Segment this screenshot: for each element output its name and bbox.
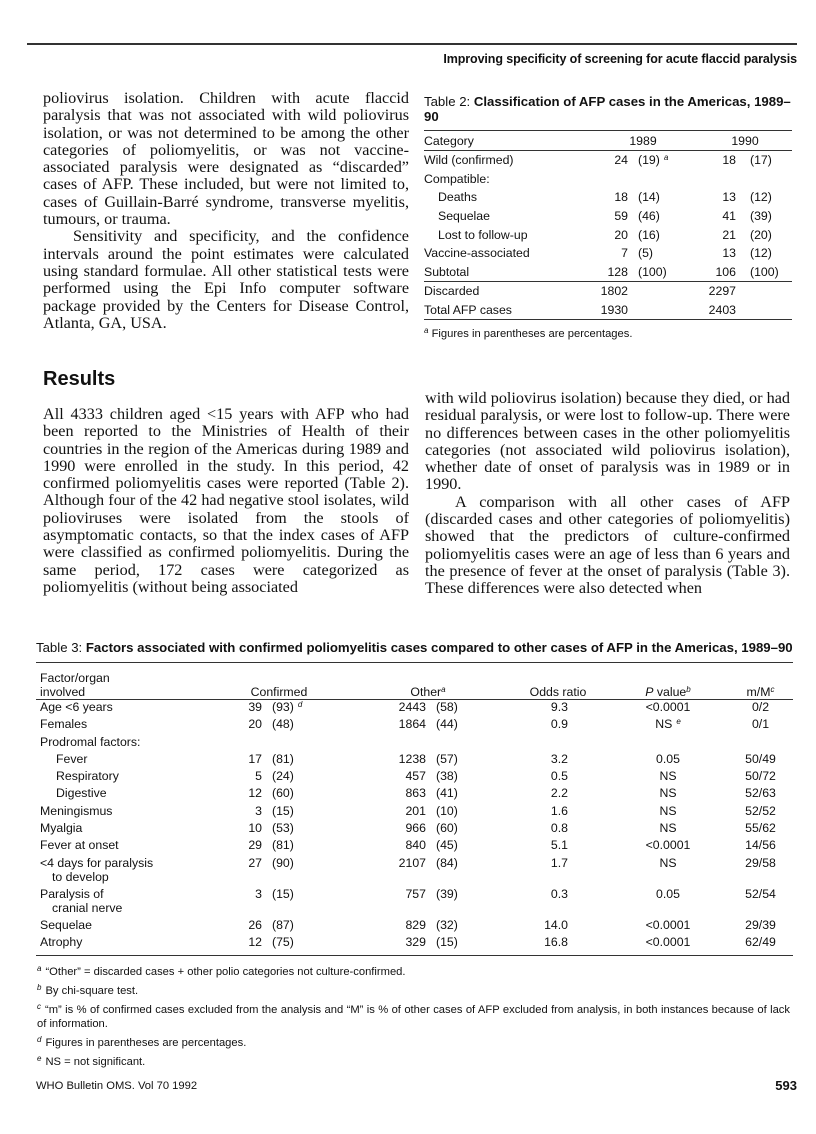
table-3-caption bbox=[36, 640, 793, 655]
footnote-mark: b bbox=[37, 983, 42, 992]
odds-ratio-cell: 2.2 bbox=[550, 786, 568, 801]
confirmed-count-cell: 20 bbox=[248, 717, 262, 732]
other-pct-cell: (32) bbox=[436, 917, 458, 932]
n-1990-cell: 2297 bbox=[698, 282, 736, 301]
results-heading: Results bbox=[43, 368, 116, 390]
confirmed-count-cell: 5 bbox=[255, 769, 262, 784]
table-row bbox=[36, 821, 793, 838]
table-row bbox=[36, 717, 793, 734]
other-pct-cell: (60) bbox=[436, 821, 458, 836]
other-pct-cell: (41) bbox=[436, 786, 458, 801]
n-1989-cell: 20 bbox=[614, 227, 628, 242]
confirmed-pct-cell: (15) bbox=[272, 803, 294, 818]
m-over-m-cell: 50/49 bbox=[745, 751, 776, 766]
other-pct-cell: (39) bbox=[436, 886, 458, 901]
table-row bbox=[36, 804, 793, 821]
column-header-1989: 1989 bbox=[588, 131, 698, 151]
page-number: 593 bbox=[775, 1078, 797, 1093]
n-1990-cell: 2403 bbox=[698, 301, 736, 320]
confirmed-pct-cell: (24) bbox=[272, 769, 294, 784]
confirmed-pct-cell: (53) bbox=[272, 821, 294, 836]
body-paragraph: Sensitivity and specificity, and the confidence intervals around the point estimates were calculated using standard formulae. All other statistical tests were performed using the Epi Info computer software package provided by the Centers for Disease Control, Atlanta, GA, USA. bbox=[43, 227, 409, 332]
confirmed-count-cell: 26 bbox=[248, 917, 262, 932]
confirmed-pct-cell: (60) bbox=[272, 786, 294, 801]
running-title: Improving specificity of screening for acute flaccid paralysis bbox=[443, 52, 797, 66]
n-1989-cell: 59 bbox=[614, 209, 628, 224]
table-3-footnote bbox=[37, 1000, 790, 1031]
table-row bbox=[36, 769, 793, 786]
table-3-footnote bbox=[37, 1052, 790, 1069]
top-rule bbox=[27, 43, 797, 45]
table-row bbox=[36, 752, 793, 769]
n-1989-cell: 128 bbox=[607, 264, 628, 279]
factor-cell: Females bbox=[40, 717, 88, 732]
pct-1990-cell: (12) bbox=[750, 246, 772, 261]
footnote-mark: d bbox=[37, 1035, 42, 1044]
n-1990-cell: 21 bbox=[722, 227, 736, 242]
pct-1990-cell: (39) bbox=[750, 209, 772, 224]
pct-1989-cell: (100) bbox=[638, 264, 667, 279]
n-1989-cell: 24 bbox=[614, 153, 628, 168]
m-over-m-cell: 52/54 bbox=[745, 886, 776, 901]
other-count-cell: 757 bbox=[405, 886, 426, 901]
other-pct-cell bbox=[426, 735, 508, 752]
confirmed-pct-cell bbox=[262, 735, 348, 752]
pct-1990-cell: (100) bbox=[750, 264, 779, 279]
table-header-row bbox=[36, 663, 793, 700]
odds-ratio-cell: 1.6 bbox=[550, 803, 568, 818]
category-cell: Compatible: bbox=[424, 171, 490, 186]
factor-cell: Respiratory bbox=[56, 769, 119, 784]
column-header-odds-ratio: Odds ratio bbox=[508, 663, 608, 700]
other-count-cell: 2443 bbox=[398, 700, 426, 714]
body-paragraph: All 4333 children aged <15 years with AFP who had been reported to the Ministries of Health of their countries in the region of the Americas during 1989 and 1990 were enrolled in the study. In this period, 42 confirmed poliomyelitis cases were reported (Table 2). Although four of the 42 had negative stool isolates, wild polioviruses were isolated from the stools of asymptomatic contacts, so that the index cases of AFP were classified as confirmed poliomyelitis. During the same period, 172 cases were categorized as poliomyelitis (without being associated bbox=[43, 405, 409, 596]
category-cell: Total AFP cases bbox=[424, 301, 588, 320]
confirmed-pct-cell: (93) $^d$ bbox=[272, 700, 303, 714]
n-1989-cell: 1930 bbox=[588, 301, 628, 320]
other-pct-cell: (84) bbox=[436, 855, 458, 870]
footnote-mark: a bbox=[37, 964, 42, 973]
other-count-cell: 2107 bbox=[398, 855, 426, 870]
factor-cell: Age <6 years bbox=[40, 700, 113, 714]
table-3-label: Table 3: bbox=[36, 640, 86, 655]
m-over-m-cell: 29/58 bbox=[745, 855, 776, 870]
n-1990-cell: 13 bbox=[722, 190, 736, 205]
category-cell: Sequelae bbox=[438, 209, 490, 224]
p-value-cell: <0.0001 bbox=[645, 838, 691, 853]
p-value-cell: 0.05 bbox=[656, 886, 680, 901]
pct-1990-cell bbox=[736, 282, 792, 301]
category-cell: Lost to follow-up bbox=[438, 227, 528, 242]
footnote-mark: a bbox=[424, 326, 429, 336]
pct-1989-cell bbox=[628, 170, 698, 189]
pct-1989-cell bbox=[628, 282, 698, 301]
pct-1990-cell bbox=[736, 170, 792, 189]
m-over-m-cell: 14/56 bbox=[745, 838, 776, 853]
table-2 bbox=[424, 94, 792, 341]
other-pct-cell: (10) bbox=[436, 803, 458, 818]
odds-ratio-cell: 3.2 bbox=[550, 751, 568, 766]
other-count-cell: 1864 bbox=[398, 717, 426, 732]
m-over-m-cell: 29/39 bbox=[745, 917, 776, 932]
n-1990-cell: 106 bbox=[715, 264, 736, 279]
other-pct-cell: (57) bbox=[436, 751, 458, 766]
confirmed-count-cell: 39 bbox=[248, 700, 262, 714]
factor-cell: Myalgia bbox=[40, 821, 83, 836]
left-column-top bbox=[43, 90, 409, 332]
odds-ratio-cell: 16.8 bbox=[508, 935, 608, 956]
confirmed-count-cell: 3 bbox=[255, 886, 262, 901]
other-count-cell bbox=[348, 735, 426, 752]
factor-cell: Meningismus bbox=[40, 803, 113, 818]
footnote-mark: a bbox=[663, 153, 669, 163]
other-pct-cell: (44) bbox=[436, 717, 458, 732]
confirmed-pct-cell: (81) bbox=[272, 751, 294, 766]
pct-1989-cell: (46) bbox=[638, 209, 660, 224]
category-cell: Discarded bbox=[424, 282, 588, 301]
pct-1990-cell: (12) bbox=[750, 190, 772, 205]
table-3-footnote bbox=[37, 962, 790, 979]
table-3-footnote bbox=[37, 981, 790, 998]
table-row bbox=[424, 188, 792, 207]
category-cell: Deaths bbox=[438, 190, 477, 205]
pct-1989-cell: (14) bbox=[638, 190, 660, 205]
footnote-mark: c bbox=[37, 1002, 41, 1011]
other-pct-cell: (45) bbox=[436, 838, 458, 853]
table-header-row bbox=[424, 131, 792, 151]
table-2-caption bbox=[424, 94, 792, 124]
p-value-cell: <0.0001 bbox=[645, 917, 691, 932]
footnote-text: “Other” = discarded cases + other polio categories not culture-confirmed. bbox=[45, 966, 406, 978]
n-1989-cell: 7 bbox=[621, 246, 628, 261]
other-count-cell: 966 bbox=[405, 821, 426, 836]
table-row bbox=[36, 856, 793, 887]
journal-citation: WHO Bulletin OMS. Vol 70 1992 bbox=[36, 1080, 198, 1092]
factor-cell: Fever at onset bbox=[40, 838, 119, 853]
right-column-bottom bbox=[425, 390, 790, 598]
table-2-title: Classification of AFP cases in the Americas, 1989–90 bbox=[424, 94, 791, 124]
confirmed-count-cell: 12 bbox=[210, 935, 262, 956]
table-row bbox=[36, 918, 793, 935]
table-row bbox=[36, 786, 793, 803]
table-row bbox=[424, 301, 792, 320]
pct-1989-cell: (5) bbox=[638, 246, 654, 261]
table-3-title: Factors associated with confirmed poliomyelitis cases compared to other cases of AFP in the Americas, 1989–90 bbox=[85, 640, 793, 655]
n-1990-cell: 41 bbox=[722, 209, 736, 224]
table-row bbox=[36, 700, 793, 718]
footnote-text: NS = not significant. bbox=[45, 1056, 146, 1068]
pct-1989-cell bbox=[628, 301, 698, 320]
odds-ratio-cell: 0.9 bbox=[550, 717, 568, 732]
table-3-footnote bbox=[37, 1033, 790, 1050]
other-count-cell: 457 bbox=[405, 769, 426, 784]
factor-cell: Sequelae bbox=[40, 917, 92, 932]
factor-cell: <4 days for paralysis to develop bbox=[40, 855, 154, 884]
column-header-p-value: P value$^b$ bbox=[608, 663, 728, 700]
m-over-m-cell: 0/1 bbox=[751, 717, 770, 732]
p-value-cell: <0.0001 bbox=[645, 700, 691, 714]
table-3-grid bbox=[36, 662, 793, 956]
odds-ratio-cell: 5.1 bbox=[550, 838, 568, 853]
n-1989-cell bbox=[588, 170, 628, 189]
odds-ratio-cell: 0.5 bbox=[550, 769, 568, 784]
footnote-mark: e bbox=[676, 717, 681, 727]
table-row bbox=[36, 735, 793, 752]
n-1990-cell: 13 bbox=[722, 246, 736, 261]
odds-ratio-cell: 0.8 bbox=[550, 821, 568, 836]
m-over-m-cell: 50/72 bbox=[745, 769, 776, 784]
column-header-confirmed: Confirmed bbox=[210, 663, 348, 700]
category-cell: Subtotal bbox=[424, 264, 470, 279]
pct-1989-cell: (19) $^a$ bbox=[638, 153, 669, 168]
table-3-footnotes bbox=[37, 962, 790, 1071]
column-header-other: Other$^a$ bbox=[348, 663, 508, 700]
body-paragraph: A comparison with all other cases of AFP (discarded cases and other categories of poliomyelitis) showed that the predictors of culture-confirmed poliomyelitis cases were an age of less than 6 years and the presence of fever at the onset of paralysis (Table 3). These differences were also detected when bbox=[425, 492, 790, 598]
footnote-text: “m” is % of confirmed cases excluded from the analysis and “M” is % of other cases of AFP excluded from analysis, in both instances because of lack of information. bbox=[37, 1004, 790, 1030]
other-count-cell: 840 bbox=[405, 838, 426, 853]
odds-ratio-cell: 9.3 bbox=[550, 700, 568, 714]
footnote-text: Figures in parentheses are percentages. bbox=[45, 1037, 247, 1049]
odds-ratio-cell: 14.0 bbox=[544, 917, 568, 932]
table-row bbox=[36, 935, 793, 956]
body-paragraph: with wild poliovirus isolation) because they died, or had residual paralysis, or were lost to follow-up. There were no differences between cases in the other poliomyelitis categories (not associated wild poliovirus isolation), whether date of onset of paralysis was in 1989 or in 1990. bbox=[425, 389, 790, 494]
table-row bbox=[424, 244, 792, 263]
table-row bbox=[424, 207, 792, 226]
column-header-1990: 1990 bbox=[698, 131, 792, 151]
confirmed-pct-cell: (87) bbox=[272, 917, 294, 932]
left-column-bottom bbox=[43, 406, 409, 596]
table-2-grid bbox=[424, 130, 792, 320]
footnote-text: By chi-square test. bbox=[45, 985, 139, 997]
pct-1990-cell: (20) bbox=[750, 227, 772, 242]
factor-cell: Fever bbox=[56, 751, 88, 766]
factor-cell: Prodromal factors: bbox=[40, 734, 141, 749]
m-over-m-cell: 62/49 bbox=[728, 935, 793, 956]
table-row bbox=[424, 282, 792, 301]
factor-cell: Digestive bbox=[56, 786, 107, 801]
factor-cell: Atrophy bbox=[36, 935, 210, 956]
confirmed-pct-cell: (90) bbox=[272, 855, 294, 870]
other-pct-cell: (15) bbox=[426, 935, 508, 956]
confirmed-count-cell: 29 bbox=[248, 838, 262, 853]
odds-ratio-cell: 1.7 bbox=[550, 855, 568, 870]
table-row bbox=[36, 838, 793, 855]
confirmed-count-cell: 3 bbox=[255, 803, 262, 818]
table-row bbox=[424, 151, 792, 170]
p-value-cell bbox=[608, 735, 728, 752]
m-over-m-cell: 52/52 bbox=[745, 803, 776, 818]
other-count-cell: 829 bbox=[405, 917, 426, 932]
m-over-m-cell: 0/2 bbox=[751, 700, 770, 714]
p-value-cell: 0.05 bbox=[656, 751, 680, 766]
table-row bbox=[36, 887, 793, 918]
column-header-category: Category bbox=[424, 131, 588, 151]
column-header-m-over-m: $m/M^c$ bbox=[728, 663, 793, 700]
other-count-cell: 329 bbox=[348, 935, 426, 956]
p-value-cell: NS bbox=[659, 855, 677, 870]
m-over-m-cell: 52/63 bbox=[745, 786, 776, 801]
confirmed-count-cell: 17 bbox=[248, 751, 262, 766]
table-2-footnote bbox=[424, 324, 792, 341]
n-1990-cell bbox=[698, 170, 736, 189]
odds-ratio-cell bbox=[508, 735, 608, 752]
body-paragraph: poliovirus isolation. Children with acute flaccid paralysis that was not associated with wild poliovirus isolation, or was not determined to be among the other categories of poliomyelitis, or was not vaccine-associated paralysis were designated as “discarded” cases of AFP. These included, but were not limited to, cases of Guillain-Barré syndrome, transverse myelitis, tumours, or trauma. bbox=[43, 89, 409, 229]
pct-1990-cell: (17) bbox=[750, 153, 772, 168]
table-row bbox=[424, 170, 792, 189]
confirmed-pct-cell: (15) bbox=[272, 886, 294, 901]
m-over-m-cell bbox=[728, 735, 793, 752]
p-value-cell: NS bbox=[659, 769, 677, 784]
factor-cell: Paralysis of cranial nerve bbox=[40, 886, 123, 915]
n-1989-cell: 18 bbox=[614, 190, 628, 205]
table-3 bbox=[36, 640, 793, 956]
footnote-mark: e bbox=[37, 1054, 42, 1063]
other-count-cell: 1238 bbox=[398, 751, 426, 766]
category-cell: Wild (confirmed) bbox=[424, 153, 514, 168]
confirmed-pct-cell: (75) bbox=[262, 935, 348, 956]
p-value-cell: NS bbox=[659, 803, 677, 818]
p-value-cell: <0.0001 bbox=[608, 935, 728, 956]
n-1990-cell: 18 bbox=[722, 153, 736, 168]
confirmed-count-cell: 27 bbox=[248, 855, 262, 870]
p-value-cell: NS $^e$ bbox=[655, 717, 681, 732]
pct-1990-cell bbox=[736, 301, 792, 320]
p-value-cell: NS bbox=[659, 786, 677, 801]
category-cell: Vaccine-associated bbox=[424, 246, 530, 261]
odds-ratio-cell: 0.3 bbox=[550, 886, 568, 901]
n-1989-cell: 1802 bbox=[588, 282, 628, 301]
footnote-mark: d bbox=[297, 700, 303, 709]
confirmed-count-cell: 10 bbox=[248, 821, 262, 836]
m-over-m-cell: 55/62 bbox=[745, 821, 776, 836]
other-count-cell: 863 bbox=[405, 786, 426, 801]
confirmed-count-cell bbox=[210, 735, 262, 752]
other-count-cell: 201 bbox=[405, 803, 426, 818]
column-header-factor: Factor/organ involved bbox=[36, 663, 210, 700]
confirmed-pct-cell: (81) bbox=[272, 838, 294, 853]
footnote-text: Figures in parentheses are percentages. bbox=[431, 328, 633, 341]
other-pct-cell: (38) bbox=[436, 769, 458, 784]
confirmed-count-cell: 12 bbox=[248, 786, 262, 801]
confirmed-pct-cell: (48) bbox=[272, 717, 294, 732]
table-row bbox=[424, 225, 792, 244]
table-row bbox=[424, 263, 792, 282]
other-pct-cell: (58) bbox=[436, 700, 458, 714]
pct-1989-cell: (16) bbox=[638, 227, 660, 242]
table-2-label: Table 2: bbox=[424, 94, 474, 109]
p-value-cell: NS bbox=[659, 821, 677, 836]
